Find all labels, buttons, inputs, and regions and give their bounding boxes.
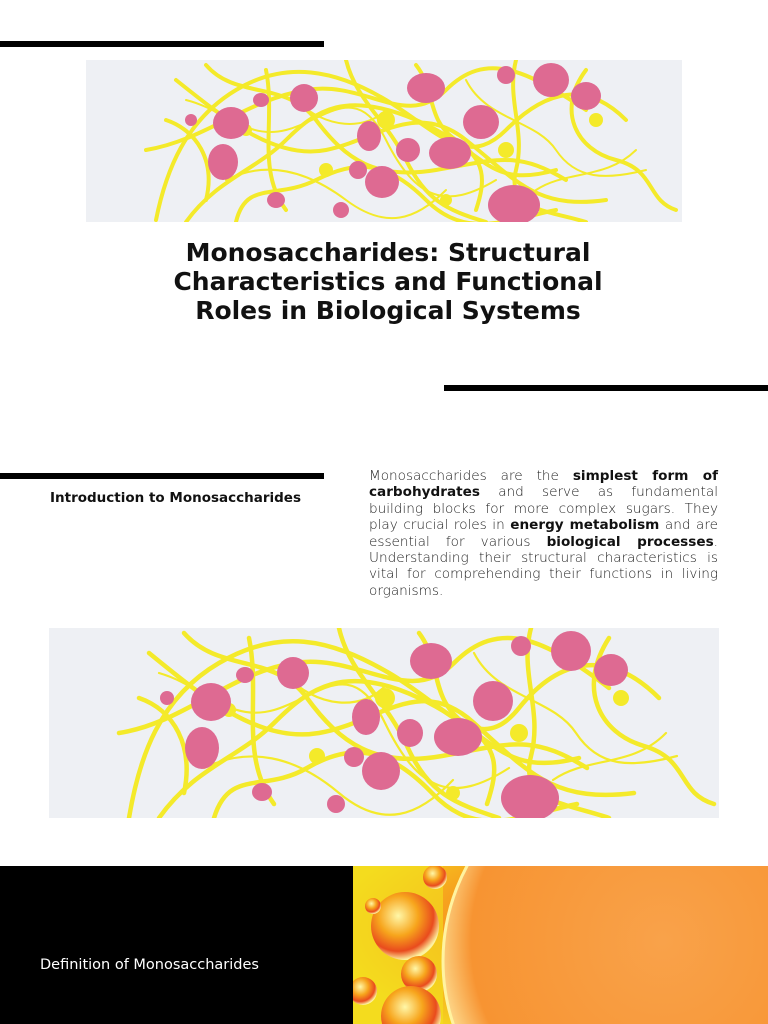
divider-introduction: [0, 473, 324, 479]
paint-splatter-art: [49, 628, 719, 818]
intro-text: Monosaccharides are the: [369, 468, 573, 484]
oil-bubbles-photo: [353, 866, 768, 1024]
paint-splatter-banner-large: [49, 628, 719, 818]
oil-bubbles-art: [353, 866, 768, 1024]
intro-text-emphasis: biological processes: [546, 533, 714, 550]
divider-middle: [444, 385, 768, 391]
intro-text: and serve as fundamental building blocks for more complex sugars. They play crucial roles in: [369, 484, 718, 534]
intro-text: and are essential for various: [369, 517, 718, 550]
introduction-paragraph: [369, 468, 718, 599]
paint-splatter-art: [86, 60, 682, 222]
definition-panel: [0, 866, 353, 1024]
section-heading-definition: Definition of Monosaccharides: [40, 957, 259, 973]
page-title: Monosaccharides: Structural Characteristics and Functional Roles in Biological Systems: [173, 238, 603, 325]
paint-splatter-banner: [86, 60, 682, 222]
intro-text-emphasis: simplest form of carbohydrates: [369, 468, 718, 501]
intro-text: . Understanding their structural characteristics is vital for comprehending their functions in living organisms.: [369, 533, 718, 599]
intro-text-emphasis: energy metabolism: [510, 517, 660, 534]
section-heading-introduction: Introduction to Monosaccharides: [50, 490, 301, 506]
divider-top: [0, 41, 324, 47]
